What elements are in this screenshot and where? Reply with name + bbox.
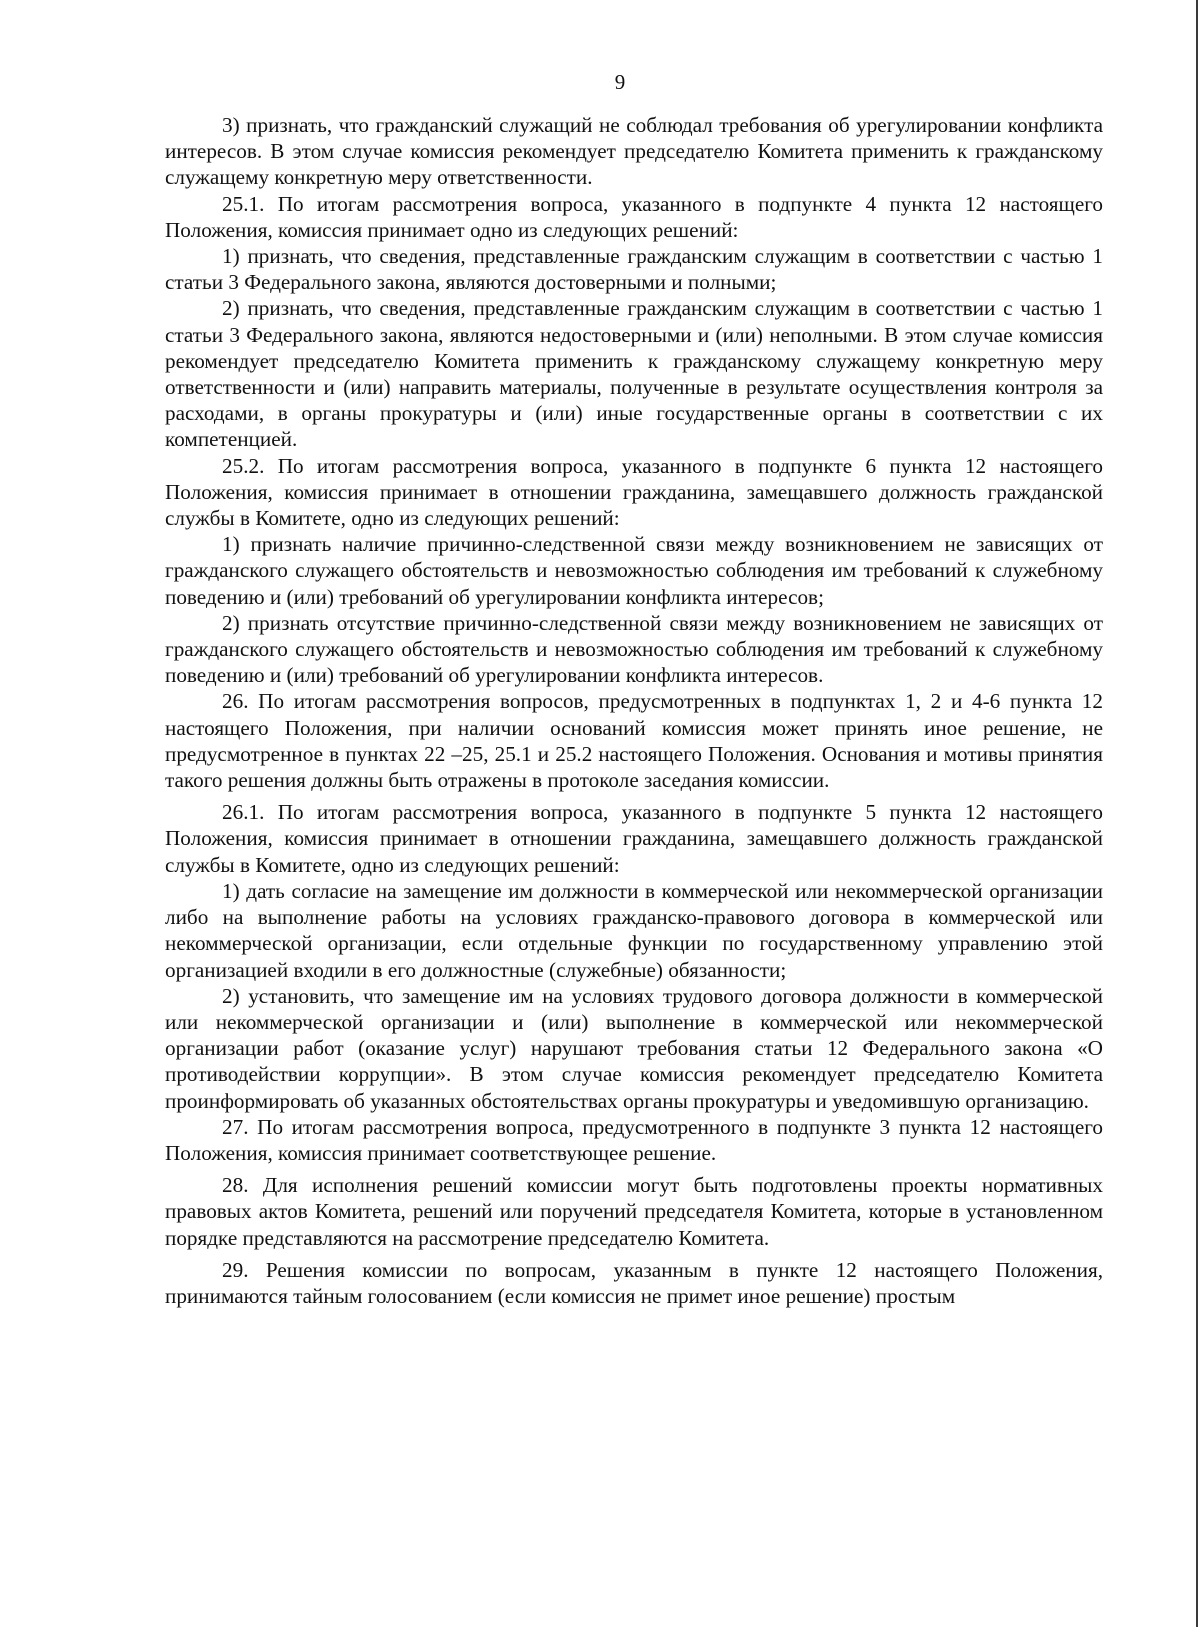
paragraph: 3) признать, что гражданский служащий не соблюдал требования об урегулировании конфликта интересов. В этом случае комиссия рекомендует председателю Комитета применить к гражданскому служащему конкретную меру ответственности. [165, 113, 1103, 190]
paragraph: 1) признать наличие причинно-следственной связи между возникновением не зависящих от гражданского служащего обстоятельств и невозможностью соблюдения им требований к служебному поведению и (или) требований об урегулировании конфликта интересов; [165, 532, 1103, 609]
scan-edge-line [1196, 0, 1198, 1627]
paragraph: 26. По итогам рассмотрения вопросов, предусмотренных в подпунктах 1, 2 и 4-6 пункта 12 настоящего Положения, при наличии оснований комиссия может принять иное решение, не предусмотренное в пунктах 22 –25, 25.1 и 25.2 настоящего Положения. Основания и мотивы принятия такого решения должны быть отражены в протоколе заседания комиссии. [165, 689, 1103, 793]
paragraph: 28. Для исполнения решений комиссии могут быть подготовлены проекты нормативных правовых актов Комитета, решений или поручений председателя Комитета, которые в установленном порядке представляются на рассмотрение председателю Комитета. [165, 1173, 1103, 1250]
paragraph: 1) дать согласие на замещение им должности в коммерческой или некоммерческой организации либо на выполнение работы на условиях гражданско-правового договора в коммерческой или некоммерческой организации, если отдельные функции по государственному управлению этой организацией входили в его должностные (служебные) обязанности; [165, 878, 1103, 982]
paragraph: 25.2. По итогам рассмотрения вопроса, указанного в подпункте 6 пункта 12 настоящего Положения, комиссия принимает в отношении гражданина, замещавшего должность гражданской службы в Комитете, одно из следующих решений: [165, 453, 1103, 531]
paragraph: 2) установить, что замещение им на условиях трудового договора должности в коммерческой или некоммерческой организации и (или) выполнение в коммерческой или некоммерческой организации работ (оказание услуг) нарушают требования статьи 12 Федерального закона «О противодействии коррупции». В этом случае комиссия рекомендует председателю Комитета проинформировать об указанных обстоятельствах органы прокуратуры и уведомившую организацию. [165, 983, 1103, 1113]
document-body [165, 112, 1103, 1309]
page-number: 9 [614, 70, 626, 94]
paragraph: 2) признать, что сведения, представленные гражданским служащим в соответствии с частью 1 статьи 3 Федерального закона, являются недостоверными и (или) неполными. В этом случае комиссия рекомендует председателю Комитета применить к гражданскому служащему конкретную меру ответственности и (или) направить материалы, полученные в результате осуществления контроля за расходами, в органы прокуратуры и (или) иные государственные органы в соответствии с их компетенцией. [165, 296, 1103, 452]
paragraph: 2) признать отсутствие причинно-следственной связи между возникновением не зависящих от гражданского служащего обстоятельств и невозможностью соблюдения им требований к служебному поведению и (или) требований об урегулировании конфликта интересов. [165, 610, 1103, 688]
paragraph: 26.1. По итогам рассмотрения вопроса, указанного в подпункте 5 пункта 12 настоящего Положения, комиссия принимает в отношении гражданина, замещавшего должность гражданской службы в Комитете, одно из следующих решений: [165, 800, 1103, 877]
paragraph: 27. По итогам рассмотрения вопроса, предусмотренного в подпункте 3 пункта 12 настоящего Положения, комиссия принимает соответствующее решение. [165, 1114, 1103, 1165]
paragraph: 29. Решения комиссии по вопросам, указанным в пункте 12 настоящего Положения, принимаются тайным голосованием (если комиссия не примет иное решение) простым [165, 1257, 1103, 1308]
paragraph: 25.1. По итогам рассмотрения вопроса, указанного в подпункте 4 пункта 12 настоящего Положения, комиссия принимает одно из следующих решений: [165, 191, 1103, 242]
paragraph: 1) признать, что сведения, представленные гражданским служащим в соответствии с частью 1 статьи 3 Федерального закона, являются достоверными и полными; [165, 244, 1103, 295]
